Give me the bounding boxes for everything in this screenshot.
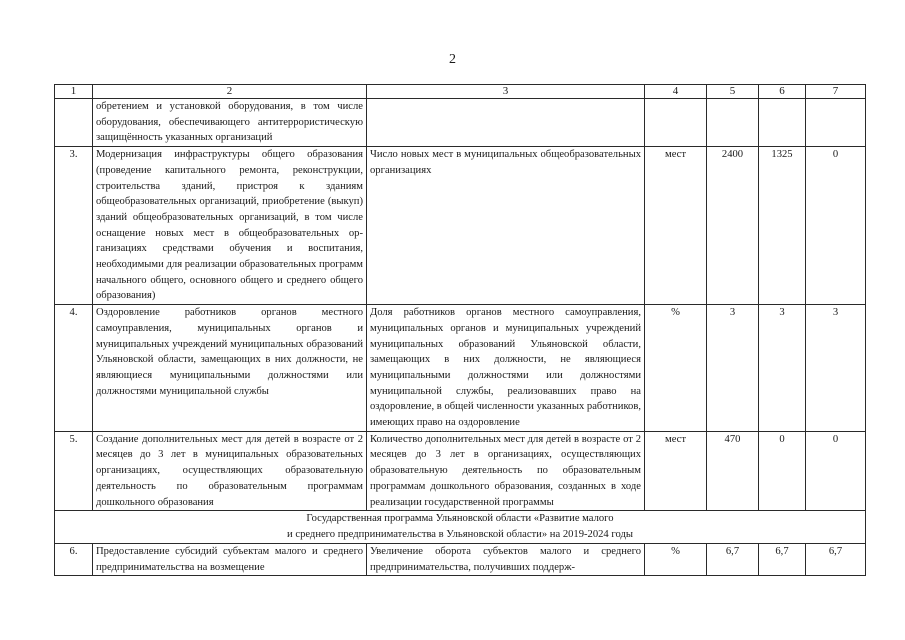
indicator-cell: Количество дополнительных мест для детей в возрасте от 2 месяцев до 3 лет в организациях, осуществляющих образовательную деятельность по образовательным программам дошкольного образования, созданных в ходе реализации государственной программы [367, 431, 645, 511]
table-row [55, 544, 866, 576]
row-number [55, 99, 93, 147]
page-number: 2 [449, 52, 456, 67]
table-row [55, 99, 866, 147]
indicator-cell: Доля работников органов местного самоуправления, муниципальных органов и муниципальных учреждений муниципальных образований Ульяновской области, замещающих в них должности, не являющиеся муниципальными должностями или должностями муниципальной службы, реализовавших право на оздоровление, в общей численности указанных работников, имеющих право на оздоровление [367, 305, 645, 432]
measure-cell [93, 544, 367, 576]
table-row [55, 147, 866, 305]
section-title-line: и среднего предпринимательства в Ульяновской области» на 2019-2024 годы [287, 529, 633, 541]
table-row [55, 305, 866, 432]
row-number: 6. [55, 544, 93, 576]
indicators-table [54, 84, 866, 576]
header-cell: 5 [707, 85, 759, 99]
indicator-cell: Число новых мест в муниципальных общеобразовательных организациях [367, 147, 645, 305]
header-cell: 2 [93, 85, 367, 99]
header-cell: 4 [645, 85, 707, 99]
row-number: 4. [55, 305, 93, 432]
section-title-line: Государственная программа Ульяновской области «Развитие малого [306, 513, 614, 525]
value-cell: 3 [806, 305, 866, 432]
row-number: 5. [55, 431, 93, 511]
measure-cell: обретением и установкой оборудования, в том числе оборудования, обеспечивающего антитеррористическую защищённость указанных организаций [93, 99, 367, 147]
measure-cell: Модернизация инфраструктуры общего образования (проведение капитального ремонта, реконструкции, строительства зданий, пристроя к зданиям общеобразовательных организаций, приобретение (выкуп) зданий общеобразовательных организаций, в том числе оснащение новых мест в общеобразовательных организациях средствами обучения и воспитания, необходимыми для реализации образовательных программ начального общего, основного общего и среднего общего образования) [93, 147, 367, 305]
unit-cell: мест [645, 147, 707, 305]
value-cell [806, 99, 866, 147]
value-cell: 6,7 [707, 544, 759, 576]
value-cell: 0 [806, 431, 866, 511]
measure-text: Предоставление субсидий субъектам малого и среднего предпринимательства на возмещение [96, 546, 363, 573]
table-header-row [55, 85, 866, 99]
header-cell: 6 [759, 85, 806, 99]
indicator-cell [367, 544, 645, 576]
value-cell: 0 [806, 147, 866, 305]
program-section-heading [55, 511, 866, 544]
indicator-text: Увеличение оборота субъектов малого и среднего предпринимательства, получивших поддерж- [370, 546, 641, 573]
value-cell: 1325 [759, 147, 806, 305]
header-cell: 3 [367, 85, 645, 99]
value-cell: 470 [707, 431, 759, 511]
table-row [55, 431, 866, 511]
unit-cell: % [645, 544, 707, 576]
section-heading-row [55, 511, 866, 544]
value-cell: 6,7 [759, 544, 806, 576]
value-cell [759, 99, 806, 147]
header-cell: 7 [806, 85, 866, 99]
unit-cell: % [645, 305, 707, 432]
header-cell: 1 [55, 85, 93, 99]
unit-cell [645, 99, 707, 147]
measure-cell: Создание дополнительных мест для детей в возрасте от 2 месяцев до 3 лет в муниципальных образовательных организациях, осуществляющих образовательную деятельность по образовательным программам дошкольного образования [93, 431, 367, 511]
unit-cell: мест [645, 431, 707, 511]
value-cell: 0 [759, 431, 806, 511]
value-cell [707, 99, 759, 147]
row-number: 3. [55, 147, 93, 305]
value-cell: 3 [707, 305, 759, 432]
measure-cell: Оздоровление работников органов местного самоуправления, муниципальных органов и муниципальных учреждений муниципальных образований Ульяновской области, замещающих в них должности, не являющиеся муниципальными должностями или должностями муниципальной службы [93, 305, 367, 432]
indicator-cell [367, 99, 645, 147]
value-cell: 2400 [707, 147, 759, 305]
value-cell: 3 [759, 305, 806, 432]
value-cell: 6,7 [806, 544, 866, 576]
